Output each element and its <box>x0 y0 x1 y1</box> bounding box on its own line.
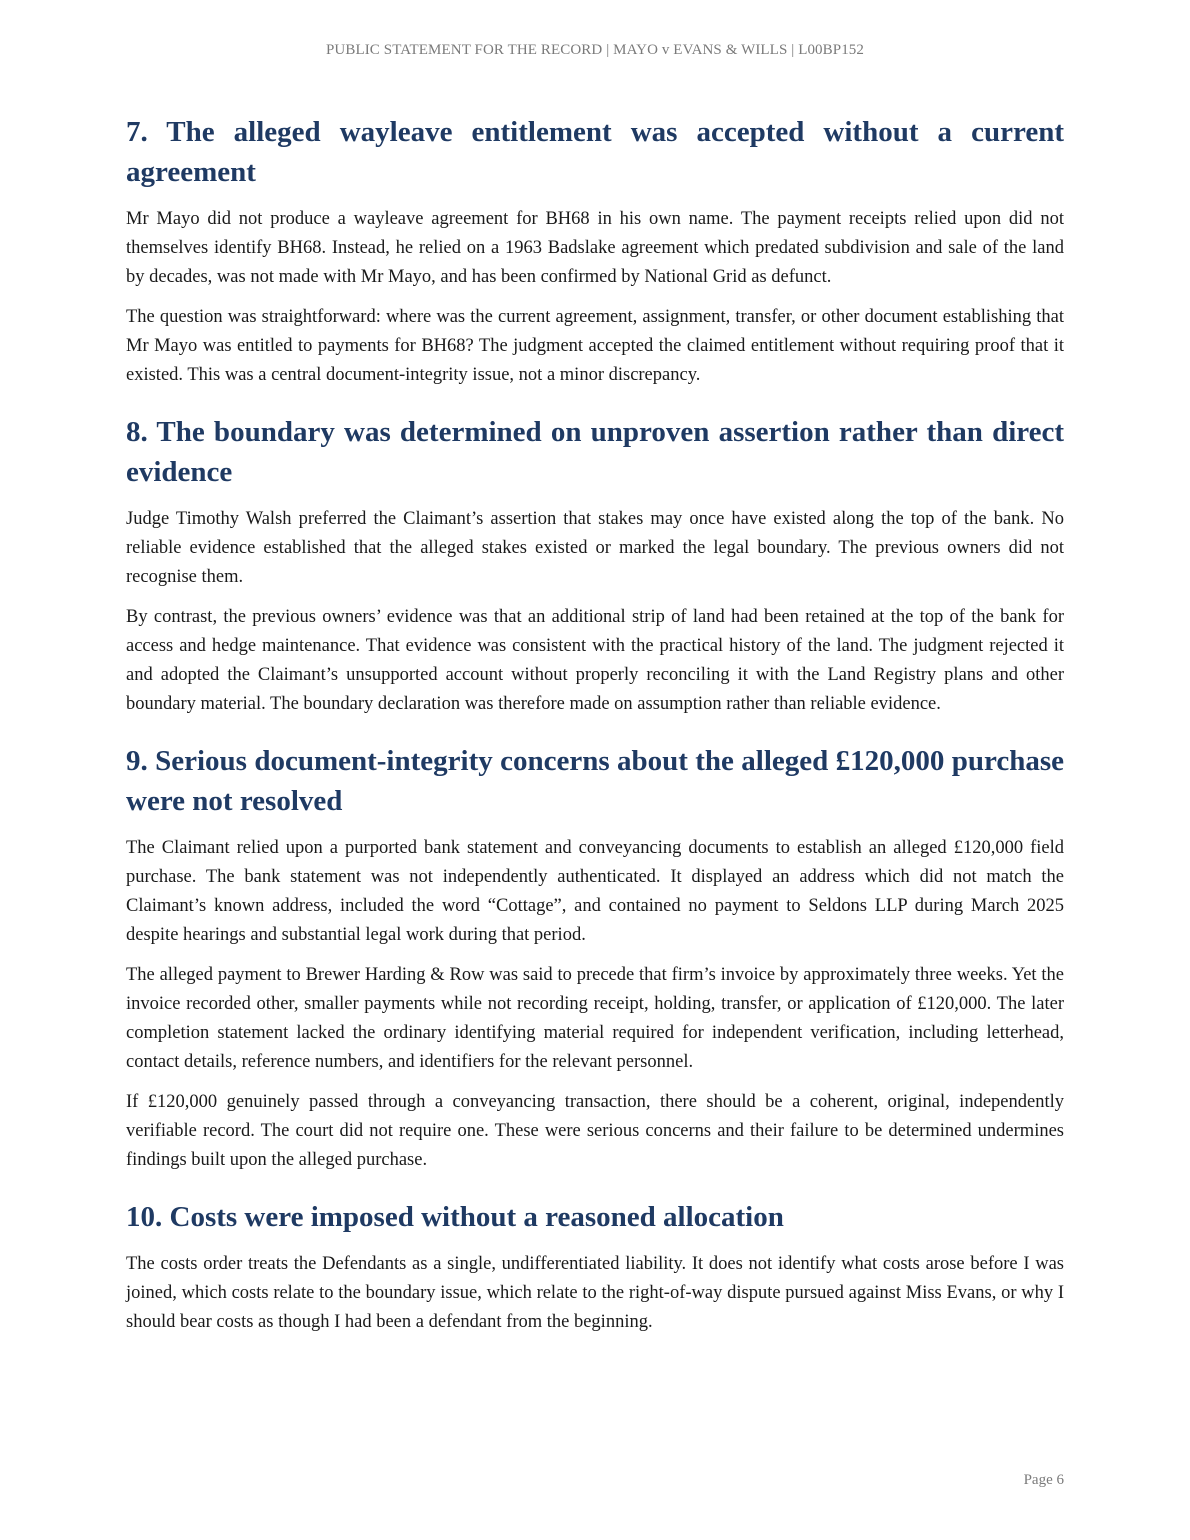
section-9 <box>126 741 1064 1175</box>
paragraph: The costs order treats the Defendants as a single, undifferentiated liability. It does not identify what costs arose before I was joined, which costs relate to the boundary issue, which relate to the right-of-way dispute pursued against Miss Evans, or why I should bear costs as though I had been a defendant from the beginning. <box>126 1254 1064 1332</box>
section-heading: 8. The boundary was determined on unproven assertion rather than direct evidence <box>126 416 1064 488</box>
section-7 <box>126 112 1064 390</box>
running-header: PUBLIC STATEMENT FOR THE RECORD | MAYO v EVANS & WILLS | L00BP152 <box>325 42 865 58</box>
section-10 <box>126 1197 1064 1337</box>
document-body <box>126 112 1064 1359</box>
paragraph: The Claimant relied upon a purported bank statement and conveyancing documents to establish an alleged £120,000 field purchase. The bank statement was not independently authenticated. It displayed an address which did not match the Claimant’s known address, included the word “Cottage”, and contained no payment to Seldons LLP during March 2025 despite hearings and substantial legal work during that period. <box>126 838 1064 945</box>
paragraph: The question was straightforward: where was the current agreement, assignment, transfer, or other document establishing that Mr Mayo was entitled to payments for BH68? The judgment accepted the claimed entitlement without requiring proof that it existed. This was a central document-integrity issue, not a minor discrepancy. <box>126 307 1064 385</box>
section-heading: 10. Costs were imposed without a reasoned allocation <box>126 1201 784 1233</box>
paragraph: Mr Mayo did not produce a wayleave agreement for BH68 in his own name. The payment receipts relied upon did not themselves identify BH68. Instead, he relied on a 1963 Badslake agreement which predated subdivision and sale of the land by decades, was not made with Mr Mayo, and has been confirmed by National Grid as defunct. <box>126 209 1064 287</box>
paragraph: By contrast, the previous owners’ evidence was that an additional strip of land had been retained at the top of the bank for access and hedge maintenance. That evidence was consistent with the practical history of the land. The judgment rejected it and adopted the Claimant’s unsupported account without properly reconciling it with the Land Registry plans and other boundary material. The boundary declaration was therefore made on assumption rather than reliable evidence. <box>126 607 1064 714</box>
section-heading: 9. Serious document-integrity concerns about the alleged £120,000 purchase were not resolved <box>126 745 1064 817</box>
paragraph: If £120,000 genuinely passed through a conveyancing transaction, there should be a coherent, original, independently verifiable record. The court did not require one. These were serious concerns and their failure to be determined undermines findings built upon the alleged purchase. <box>126 1092 1064 1170</box>
section-heading: 7. The alleged wayleave entitlement was accepted without a current agreement <box>126 116 1064 188</box>
paragraph: Judge Timothy Walsh preferred the Claimant’s assertion that stakes may once have existed along the top of the bank. No reliable evidence established that the alleged stakes existed or marked the legal boundary. The previous owners did not recognise them. <box>126 509 1064 587</box>
page-number: Page 6 <box>1023 1472 1064 1488</box>
section-8 <box>126 412 1064 719</box>
paragraph: The alleged payment to Brewer Harding & Row was said to precede that firm’s invoice by approximately three weeks. Yet the invoice recorded other, smaller payments while not recording receipt, holding, transfer, or application of £120,000. The later completion statement lacked the ordinary identifying material required for independent verification, including letterhead, contact details, reference numbers, and identifiers for the relevant personnel. <box>126 965 1064 1072</box>
